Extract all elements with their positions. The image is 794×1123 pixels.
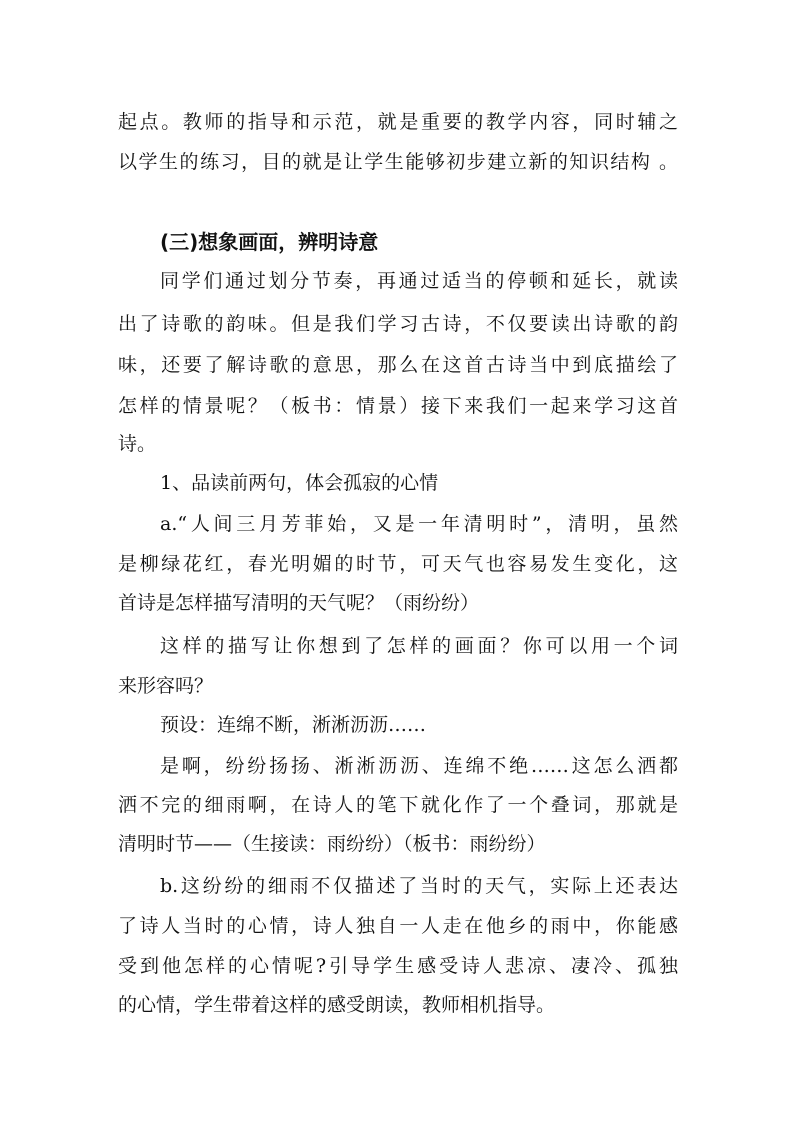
paragraph-line: 的心情，学生带着这样的感受朗读，教师相机指导。 <box>118 994 556 1016</box>
paragraph-line: 味，还要了解诗歌的意思，那么在这首古诗当中到底描绘了 <box>118 354 678 376</box>
paragraph-line: 这样的描写让你想到了怎样的画面？你可以用一个词 <box>160 635 678 657</box>
paragraph-line: a.“人间三月芳菲始，又是一年清明时”，清明，虽然 <box>160 513 678 535</box>
paragraph-line: 诗。 <box>118 433 157 455</box>
paragraph-line: 是柳绿花红，春光明媚的时节，可天气也容易发生变化，这 <box>118 553 678 575</box>
paragraph-line: 起点。教师的指导和示范，就是重要的教学内容，同时辅之 <box>118 111 678 133</box>
paragraph-line: 洒不完的细雨啊，在诗人的笔下就化作了一个叠词，那就是 <box>118 794 678 816</box>
paragraph-line: 是啊，纷纷扬扬、淅淅沥沥、连绵不绝……这怎么洒都 <box>160 755 678 777</box>
paragraph-line: 来形容吗？ <box>118 675 214 697</box>
paragraph-line: 首诗是怎样描写清明的天气呢？（雨纷纷） <box>118 592 480 614</box>
paragraph-line: b.这纷纷的细雨不仅描述了当时的天气，实际上还表达 <box>160 875 678 897</box>
paragraph-line: 怎样的情景呢？（板书：情景）接下来我们一起来学习这首 <box>118 395 678 417</box>
paragraph-line: 受到他怎样的心情呢?引导学生感受诗人悲凉、凄冷、孤独 <box>118 955 678 977</box>
paragraph-line: 清明时节——（生接读：雨纷纷）（板书：雨纷纷） <box>118 833 546 855</box>
section-heading: (三)想象画面，辨明诗意 <box>160 230 379 254</box>
paragraph-line: 出了诗歌的韵味。但是我们学习古诗，不仅要读出诗歌的韵 <box>118 313 678 335</box>
list-item-heading: 1、品读前两句，体会孤寂的心情 <box>160 472 439 494</box>
paragraph-line: 以学生的练习，目的就是让学生能够初步建立新的知识结构 。 <box>118 151 678 173</box>
paragraph-line: 预设：连绵不断，淅淅沥沥…… <box>160 714 427 736</box>
paragraph-line: 了诗人当时的心情，诗人独自一人走在他乡的雨中，你能感 <box>118 915 678 937</box>
paragraph-line: 同学们通过划分节奏，再通过适当的停顿和延长，就读 <box>160 270 678 292</box>
